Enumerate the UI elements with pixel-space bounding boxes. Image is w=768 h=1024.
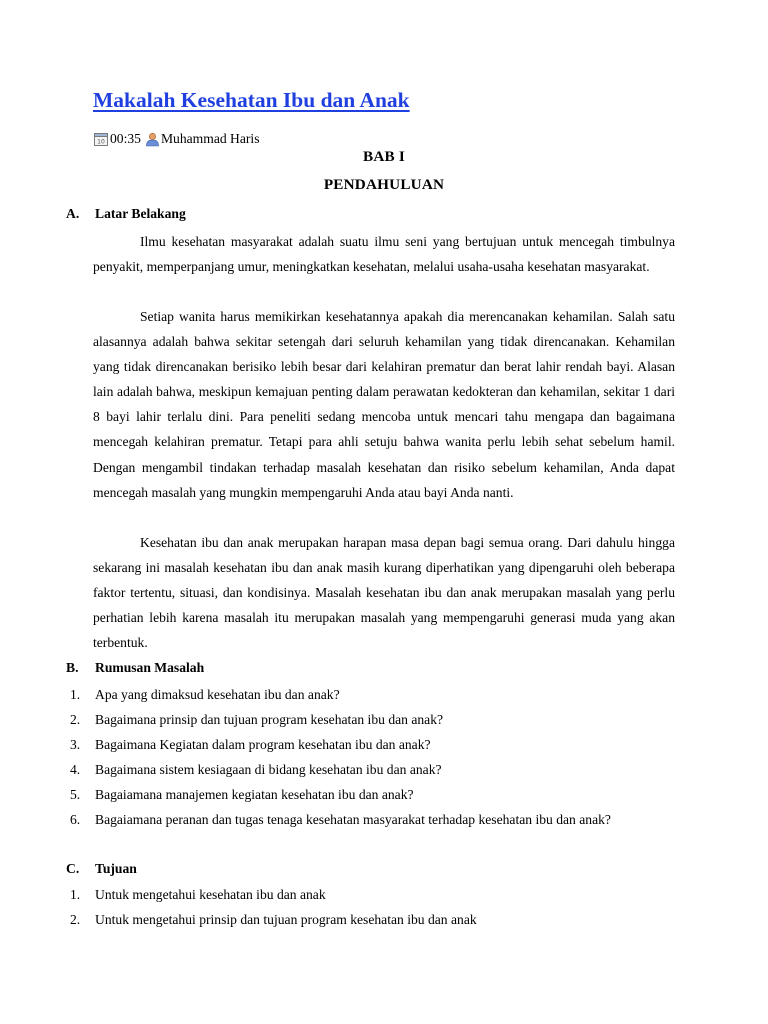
list-text: Bagaimana Kegiatan dalam program kesehatan ibu dan anak? xyxy=(95,737,431,752)
list-number: 3. xyxy=(70,737,81,752)
section-title: Latar Belakang xyxy=(95,206,186,221)
user-icon xyxy=(145,132,160,147)
section-heading-c xyxy=(66,861,137,877)
list-text: Bagaiamana peranan dan tugas tenaga kesehatan masyarakat terhadap kesehatan ibu dan anak? xyxy=(95,812,611,827)
list-text: Apa yang dimaksud kesehatan ibu dan anak? xyxy=(95,687,340,702)
list-text: Untuk mengetahui kesehatan ibu dan anak xyxy=(95,887,326,902)
list-item xyxy=(70,782,675,807)
section-letter: A. xyxy=(66,206,80,221)
svg-text:10: 10 xyxy=(97,138,105,145)
paragraph: Kesehatan ibu dan anak merupakan harapan masa depan bagi semua orang. Dari dahulu hingga sekarang ini masalah kesehatan ibu dan anak masih kurang diperhatikan yang dipengaruhi oleh beberapa faktor tertentu, situasi, dan kondisinya. Masalah kesehatan ibu dan anak merupakan masalah yang perlu perhatian lebih karena masalah itu merupakan masalah yang mempengaruhi generasi muda yang akan terbentuk. xyxy=(93,535,675,651)
list-number: 5. xyxy=(70,787,81,802)
section-letter: B. xyxy=(66,660,79,675)
chapter-heading: BAB I xyxy=(363,148,405,165)
list-item xyxy=(70,807,675,832)
list-number: 4. xyxy=(70,762,81,777)
list-item xyxy=(70,732,675,757)
post-author[interactable]: Muhammad Haris xyxy=(160,131,260,146)
list-item xyxy=(70,882,675,907)
list-item xyxy=(70,707,675,732)
list-number: 1. xyxy=(70,687,81,702)
list-number: 1. xyxy=(70,887,81,902)
paragraph: Ilmu kesehatan masyarakat adalah suatu ilmu seni yang bertujuan untuk mencegah timbulnya penyakit, memperpanjang umur, meningkatkan kesehatan, melalui usaha-usaha kesehatan masyarakat. xyxy=(93,234,675,275)
section-title: Rumusan Masalah xyxy=(95,660,205,675)
section-heading-b xyxy=(66,660,204,676)
post-meta xyxy=(94,130,260,148)
list-text: Untuk mengetahui prinsip dan tujuan program kesehatan ibu dan anak xyxy=(95,912,477,927)
article-title-link[interactable]: Makalah Kesehatan Ibu dan Anak xyxy=(93,88,410,112)
list-number: 2. xyxy=(70,712,81,727)
section-title: Tujuan xyxy=(95,861,137,876)
list-item xyxy=(70,682,675,707)
list-text: Bagaiamana manajemen kegiatan kesehatan ibu dan anak? xyxy=(95,787,414,802)
list-text: Bagaimana sistem kesiagaan di bidang kesehatan ibu dan anak? xyxy=(95,762,442,777)
list-number: 2. xyxy=(70,912,81,927)
chapter-title: PENDAHULUAN xyxy=(323,176,445,193)
section-heading-a xyxy=(66,206,186,222)
calendar-icon xyxy=(94,132,109,147)
section-letter: C. xyxy=(66,861,80,876)
list-number: 6. xyxy=(70,812,81,827)
list-item xyxy=(70,907,675,932)
post-time: 00:35 xyxy=(110,131,141,146)
paragraph: Setiap wanita harus memikirkan kesehatannya apakah dia merencanakan kehamilan. Salah satu alasannya adalah bahwa sekitar setengah dari seluruh kehamilan yang tidak direncanakan. Kehamilan yang tidak direncanakan berisiko lebih besar dari kelahiran prematur dan berat lahir rendah bayi. Alasan lain adalah bahwa, meskipun kemajuan penting dalam perawatan kedokteran dan kehamilan, sekitar 1 dari 8 bayi lahir terlalu dini. Para peneliti sedang mencoba untuk mencari tahu mengapa dan bagaimana mencegah kelahiran prematur. Tetapi para ahli setuju bahwa wanita perlu lebih sehat sebelum hamil. Dengan mengambil tindakan terhadap masalah kesehatan dan risiko sebelum kehamilan, Anda dapat mencegah masalah yang mungkin mempengaruhi Anda atau bayi Anda nanti. xyxy=(93,309,675,500)
list-item xyxy=(70,757,675,782)
list-text: Bagaimana prinsip dan tujuan program kesehatan ibu dan anak? xyxy=(95,712,444,727)
